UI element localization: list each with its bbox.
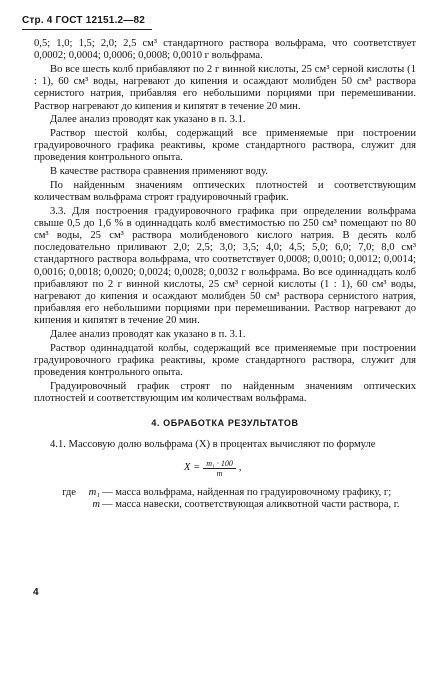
definition-prefix: где: [62, 486, 76, 498]
formula: [184, 459, 416, 478]
paragraph: Раствор одиннадцатой колбы, содержащий все применяемые при построении градуировочного графика реактивы, кроме стандартного раствора, служит для проведения контрольного опыта.: [34, 342, 416, 379]
paragraph: 3.3. Для построения градуировочного графика при определении вольфрама свыше 0,5 до 1,6 % в одиннадцать колб вместимостью по 250 см³ помещают по 80 см³ воды, 25 см³ раствора молибденового кислого натрия. В десять колб последовательно приливают 2,0; 2,5; 3,0; 3,5; 4,0; 4,5; 5,0; 6,0; 7,0; 8,0 см³ стандартного раствора вольфрама, что соответствует 0,0008; 0,0010; 0,0012; 0,0014; 0,0016; 0,0018; 0,0020; 0,0024; 0,0028; 0,0032 г вольфрама. Во все одиннадцать колб прибавляют по 2 г винной кислоты, 25 см³ серной кислоты (1 : 1), 60 см³ воды, нагревают до кипения и осаждают молибден 50 см³ раствора сернистого натрия, прибавляя его небольшими порциями при перемешивании. Раствор нагревают до кипения и кипятят в течение 20 мин.: [34, 205, 416, 327]
formula-trailing: ,: [238, 462, 242, 474]
definition-text: — масса навески, соответствующая аликвотной части раствора, г.: [102, 499, 400, 510]
paragraph: 0,5; 1,0; 1,5; 2,0; 2,5 см³ стандартного раствора вольфрама, что соответствует 0,0002; 0,0004; 0,0006; 0,0008; 0,0010 г вольфрама.: [34, 38, 416, 62]
definitions: [34, 487, 416, 511]
definition-prefix: [34, 499, 76, 511]
formula-numerator: m₁ · 100: [203, 459, 236, 469]
paragraph: Раствор шестой колбы, содержащий все применяемые при построении градуировочного графика реактивы, кроме стандартного раствора, служит для проведения контрольного опыта.: [34, 127, 416, 164]
page-number: 4: [33, 587, 39, 598]
formula-denominator: m: [216, 468, 223, 478]
definition-text: — масса вольфрама, найденная по градуировочному графику, г;: [102, 486, 392, 498]
formula-fraction: [203, 459, 236, 478]
page-header: Стр. 4 ГОСТ 12151.2—82: [22, 15, 145, 26]
definition-row: [34, 487, 416, 499]
paragraph: Во все шесть колб прибавляют по 2 г винной кислоты, 25 см³ серной кислоты (1 : 1), 60 см³ воды, нагревают до кипения и осаждают молибден 50 см³ раствора сернистого натрия, прибавляя его небольшими порциями при перемешивании. Раствор нагревают до кипения и кипятят в течение 20 мин.: [34, 63, 416, 112]
paragraph: По найденным значениям оптических плотностей и соответствующим количествам вольфрама строят градуировочный график.: [34, 179, 416, 203]
header-rule: [22, 29, 152, 30]
section-title: 4. ОБРАБОТКА РЕЗУЛЬТАТОВ: [151, 418, 299, 429]
definition-symbol: m: [92, 499, 100, 510]
definition-symbol: m₁: [88, 486, 100, 498]
section-intro: 4.1. Массовую долю вольфрама (X) в процентах вычисляют по формуле: [50, 438, 376, 450]
paragraph: В качестве раствора сравнения применяют воду.: [50, 166, 268, 178]
paragraph: Далее анализ проводят как указано в п. 3.1.: [50, 114, 246, 126]
formula-lhs: X =: [184, 462, 201, 474]
paragraph: Далее анализ проводят как указано в п. 3.1.: [50, 329, 246, 341]
paragraph: Градуировочный график строят по найденным значениям оптических плотностей и соответствующим им количествам вольфрама.: [34, 380, 416, 405]
document-body: [34, 38, 416, 511]
definition-row: [34, 499, 416, 511]
